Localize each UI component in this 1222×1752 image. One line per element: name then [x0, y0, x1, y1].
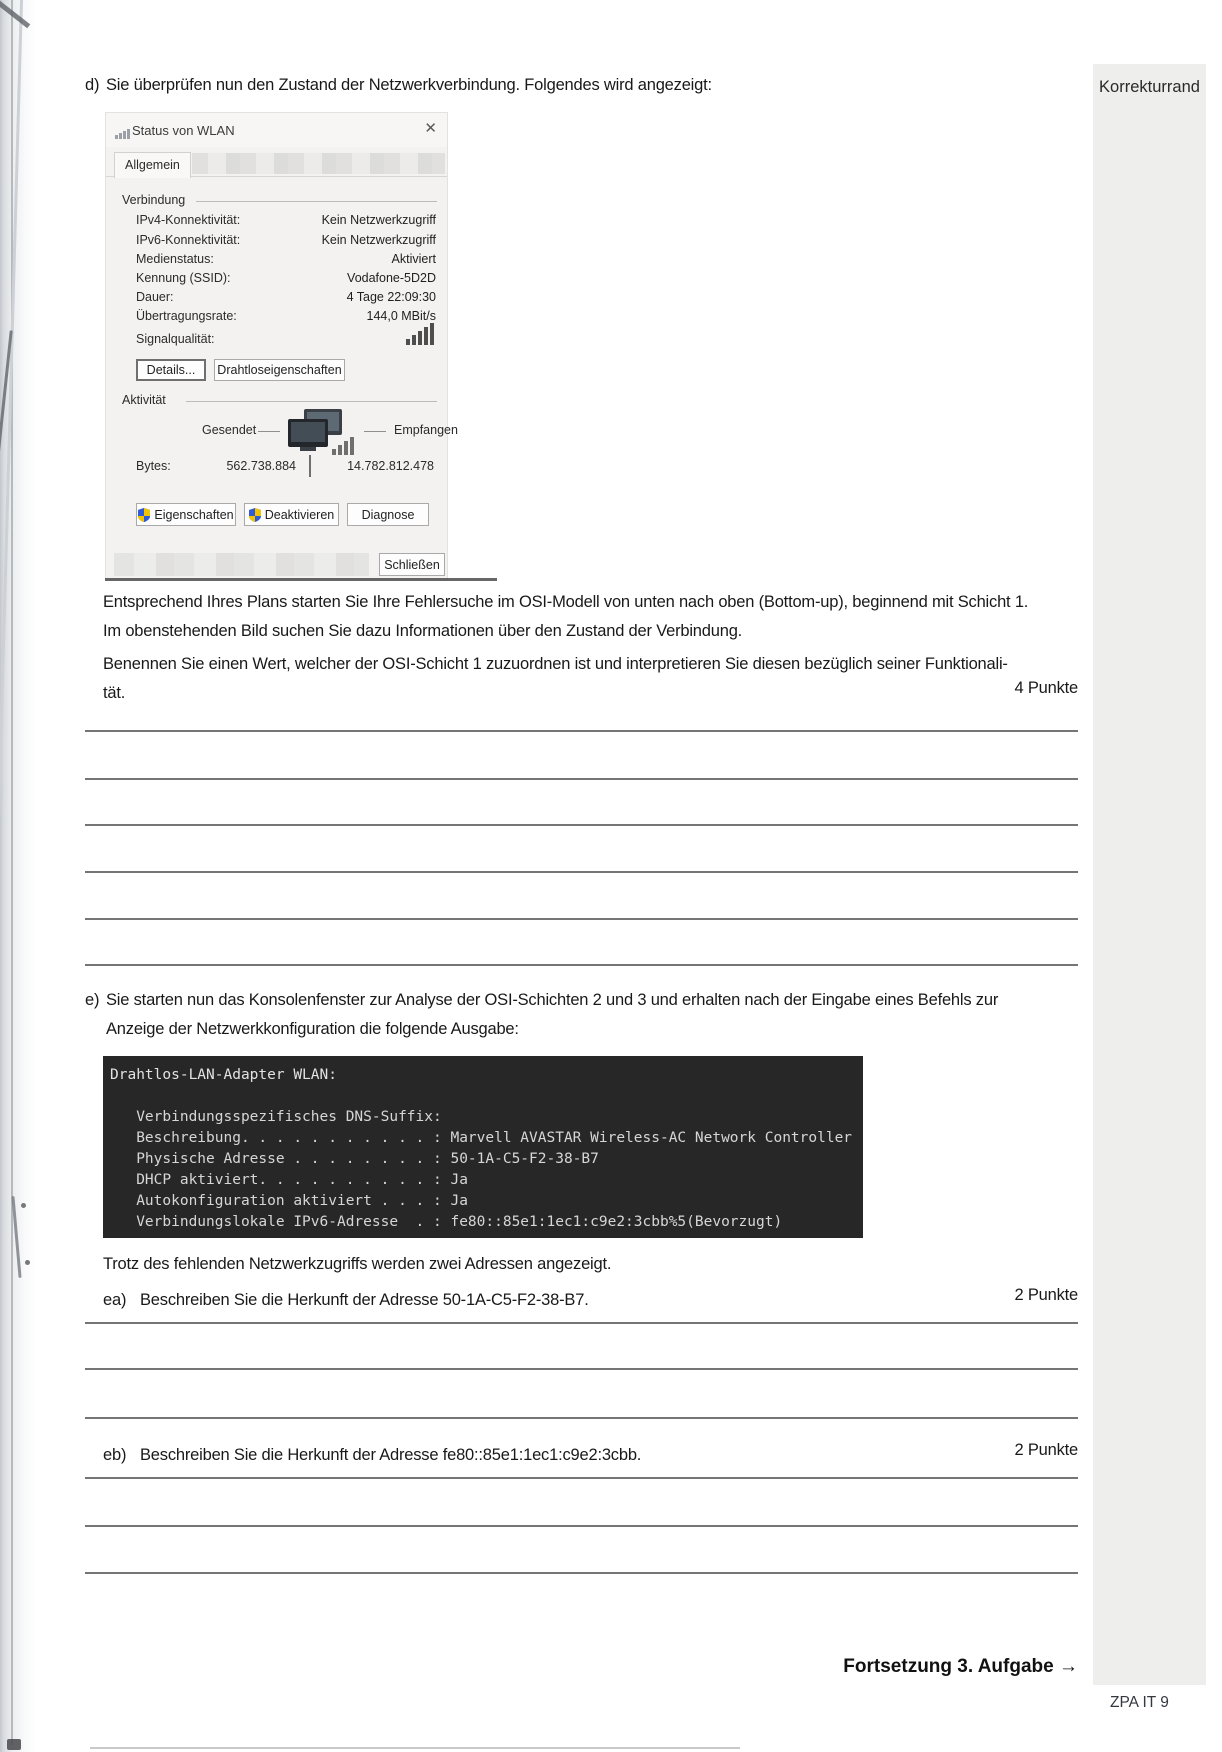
answer-line — [85, 1477, 1078, 1479]
details-button[interactable]: Details... — [136, 359, 206, 381]
properties-button[interactable] — [136, 503, 236, 526]
answer-line — [85, 1525, 1078, 1527]
status-row-ipv4 — [136, 213, 436, 231]
dash-line — [364, 431, 386, 432]
task-eb-prompt: Beschreiben Sie die Herkunft der Adresse fe80::85e1:1ec1:c9e2:3cbb. — [140, 1446, 642, 1464]
signal-strength-icon — [406, 323, 434, 345]
task-ea-row — [103, 1286, 978, 1315]
scan-dot-mark — [21, 1203, 26, 1208]
group-divider — [186, 401, 437, 402]
row-value: 144,0 MBit/s — [366, 309, 436, 323]
scan-bottom-corner — [7, 1739, 21, 1750]
close-button[interactable]: Schließen — [379, 553, 445, 576]
group-divider — [196, 201, 437, 202]
uac-shield-icon — [138, 508, 150, 522]
status-row-media — [136, 252, 436, 270]
row-value: 4 Tage 22:09:30 — [346, 290, 436, 304]
answer-line — [85, 1417, 1078, 1419]
sent-label: Gesendet — [202, 423, 257, 437]
answer-line — [85, 918, 1078, 920]
bytes-received-value: 14.782.812.478 — [347, 459, 434, 473]
prompt-line: Benennen Sie einen Wert, welcher der OSI-Schicht 1 zuzuordnen ist und interpretieren Sie diesen bezüglich seiner Funktionali- — [103, 655, 1008, 673]
row-value: Kein Netzwerkzugriff — [321, 233, 436, 247]
received-label: Empfangen — [394, 423, 458, 437]
analysis-line: Entsprechend Ihres Plans starten Sie Ihre Fehlersuche im OSI-Modell von unten nach oben (Bottom-up), beginnend mit Schicht 1. — [103, 593, 1029, 611]
dialog-title: Status von WLAN — [132, 123, 235, 138]
correction-margin-label: Korrekturrand — [1099, 78, 1200, 96]
console-line: DHCP aktiviert. . . . . . . . . . : Ja — [110, 1172, 468, 1188]
correction-margin — [1093, 64, 1206, 1685]
properties-button-label: Eigenschaften — [154, 507, 234, 522]
answer-line — [85, 778, 1078, 780]
status-row-ipv6 — [136, 233, 436, 251]
continuation-note: Fortsetzung 3. Aufgabe → — [843, 1656, 1078, 1677]
dialog-bottom-shadow — [105, 578, 497, 581]
row-value: Kein Netzwerkzugriff — [321, 213, 436, 227]
task-e-intro-line: Anzeige der Netzwerkkonfiguration die folgende Ausgabe: — [106, 1020, 519, 1038]
scan-noise-band — [192, 153, 445, 174]
console-line: Verbindungsspezifisches DNS-Suffix: — [110, 1109, 442, 1125]
analysis-line: Im obenstehenden Bild suchen Sie dazu Informationen über den Zustand der Verbindung. — [103, 622, 743, 640]
task-ea-prompt: Beschreiben Sie die Herkunft der Adresse 50-1A-C5-F2-38-B7. — [140, 1291, 589, 1309]
row-label: Übertragungsrate: — [136, 309, 237, 323]
activity-group-label: Aktivität — [122, 393, 166, 407]
tab-allgemein[interactable]: Allgemein — [114, 152, 191, 178]
scan-edge-band — [0, 0, 36, 1752]
prompt-line: tät. — [103, 684, 126, 702]
uac-shield-icon — [249, 508, 261, 522]
task-e-label: e) — [85, 991, 100, 1009]
row-label: Kennung (SSID): — [136, 271, 231, 285]
task-ea-points: 2 Punkte — [1014, 1286, 1078, 1304]
task-e-note: Trotz des fehlenden Netzwerkzugriffs werden zwei Adressen angezeigt. — [103, 1255, 612, 1273]
wlan-status-dialog — [105, 112, 458, 580]
page-id: ZPA IT 9 — [1110, 1694, 1169, 1711]
console-line: Drahtlos-LAN-Adapter WLAN: — [110, 1067, 337, 1083]
console-line — [110, 1086, 857, 1107]
deactivate-button-label: Deaktivieren — [264, 507, 335, 522]
dash-line — [258, 431, 280, 432]
signal-quality-label: Signalqualität: — [136, 332, 215, 346]
status-row-duration — [136, 290, 436, 308]
row-label: Medienstatus: — [136, 252, 214, 266]
close-icon[interactable]: ✕ — [424, 120, 437, 137]
console-line: Beschreibung. . . . . . . . . . . : Marvell AVASTAR Wireless-AC Network Controller — [110, 1130, 853, 1146]
task-ea-label: ea) — [103, 1291, 127, 1309]
diagnose-button[interactable]: Diagnose — [347, 503, 429, 526]
wifi-status-icon — [115, 129, 130, 139]
bytes-sent-value: 562.738.884 — [226, 459, 296, 473]
task-e-intro — [85, 986, 1085, 1044]
answer-line — [85, 730, 1078, 732]
scan-bottom-edge — [90, 1747, 740, 1749]
task-eb-row — [103, 1441, 978, 1470]
task-d-label: d) — [85, 76, 100, 94]
status-row-rate — [136, 309, 436, 327]
task-eb-label: eb) — [103, 1446, 127, 1464]
row-value: Aktiviert — [391, 252, 436, 266]
console-line: Verbindungslokale IPv6-Adresse . : fe80::85e1:1ec1:c9e2:3cbb%5(Bevorzugt) — [110, 1214, 783, 1230]
task-d-points: 4 Punkte — [1014, 679, 1078, 697]
answer-line — [85, 1368, 1078, 1370]
dialog-titlebar — [106, 113, 447, 147]
bytes-divider — [309, 455, 311, 477]
connection-group-label: Verbindung — [122, 193, 186, 207]
console-line: Physische Adresse . . . . . . . . : 50-1A-C5-F2-38-B7 — [110, 1151, 599, 1167]
task-d-intro-text: Sie überprüfen nun den Zustand der Netzwerkverbindung. Folgendes wird angezeigt: — [106, 76, 712, 94]
scan-dot-mark — [25, 1260, 30, 1265]
answer-line — [85, 1322, 1078, 1324]
console-line: Autokonfiguration aktiviert . . . : Ja — [110, 1193, 468, 1209]
scan-noise-band — [114, 553, 369, 576]
row-label: IPv6-Konnektivität: — [136, 233, 241, 247]
status-row-ssid — [136, 271, 436, 289]
row-label: IPv4-Konnektivität: — [136, 213, 241, 227]
answer-line — [85, 1572, 1078, 1574]
row-label: Dauer: — [136, 290, 174, 304]
wireless-properties-button[interactable]: Drahtloseigenschaften — [214, 359, 345, 381]
answer-line — [85, 824, 1078, 826]
task-d-intro — [85, 71, 1085, 100]
task-eb-points: 2 Punkte — [1014, 1441, 1078, 1459]
task-d-prompt — [103, 650, 1093, 708]
deactivate-button[interactable] — [244, 503, 339, 526]
answer-line — [85, 871, 1078, 873]
console-output — [103, 1056, 863, 1238]
task-d-analysis — [103, 588, 1093, 646]
task-e-intro-line: Sie starten nun das Konsolenfenster zur Analyse der OSI-Schichten 2 und 3 und erhalten nach der Eingabe eines Befehls zur — [106, 991, 999, 1009]
dialog-tab-strip — [106, 149, 447, 177]
row-value: Vodafone-5D2D — [347, 271, 436, 285]
answer-line — [85, 964, 1078, 966]
computer-activity-icon — [286, 407, 356, 457]
bytes-label: Bytes: — [136, 459, 171, 473]
